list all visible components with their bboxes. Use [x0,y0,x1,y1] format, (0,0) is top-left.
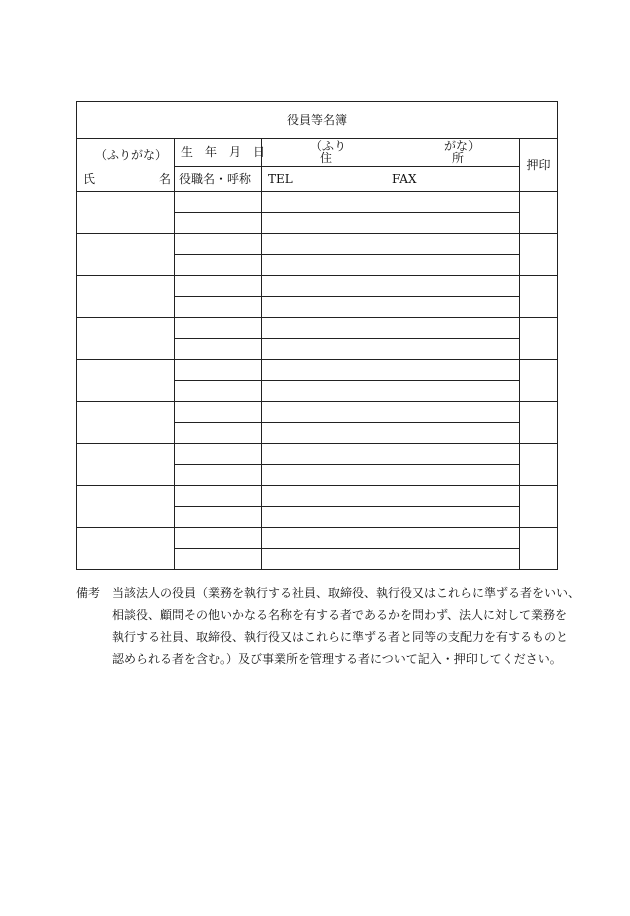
header-seal-cell: 押印 [520,139,558,192]
officer-entry-row [77,192,558,213]
birth-date-input-cell[interactable] [175,402,262,423]
birth-date-input-cell[interactable] [175,192,262,213]
officer-entry-row [77,486,558,507]
tel-fax-input-cell[interactable] [262,339,520,360]
address-input-cell[interactable] [262,276,520,297]
birth-date-input-cell[interactable] [175,360,262,381]
tel-fax-input-cell[interactable] [262,297,520,318]
remarks-body [112,582,581,670]
header-role-cell [175,166,262,191]
seal-input-cell[interactable] [520,318,558,360]
header-address-kana-right: がな） [444,139,481,153]
seal-input-cell[interactable] [520,444,558,486]
address-input-cell[interactable] [262,486,520,507]
birth-date-input-cell[interactable] [175,444,262,465]
officer-entry-row [77,528,558,549]
role-input-cell[interactable] [175,507,262,528]
address-input-cell[interactable] [262,528,520,549]
officer-entry-row [77,402,558,423]
tel-fax-input-cell[interactable] [262,549,520,570]
tel-fax-input-cell[interactable] [262,213,520,234]
tel-fax-input-cell[interactable] [262,255,520,276]
header-name-kana: （ふりがな） [95,148,168,162]
address-input-cell[interactable] [262,444,520,465]
birth-date-input-cell[interactable] [175,318,262,339]
header-tel: TEL [268,171,293,186]
birth-date-input-cell[interactable] [175,528,262,549]
header-name-left: 氏 [83,172,96,186]
role-input-cell[interactable] [175,381,262,402]
header-name-right: 名 [159,172,172,186]
seal-input-cell[interactable] [520,528,558,570]
seal-input-cell[interactable] [520,276,558,318]
tel-fax-input-cell[interactable] [262,465,520,486]
role-input-cell[interactable] [175,213,262,234]
seal-input-cell[interactable] [520,192,558,234]
header-address-kana-left: （ふり [310,139,347,153]
header-name-cell [77,139,175,192]
officer-entry-row [77,318,558,339]
header-role: 役職名・呼称 [179,171,252,186]
name-input-cell[interactable] [77,528,175,570]
name-input-cell[interactable] [77,402,175,444]
name-input-cell[interactable] [77,486,175,528]
birth-date-input-cell[interactable] [175,486,262,507]
officer-entry-row [77,276,558,297]
header-address-cell [262,139,520,167]
header-fax: FAX [392,171,417,186]
address-input-cell[interactable] [262,234,520,255]
address-input-cell[interactable] [262,360,520,381]
address-input-cell[interactable] [262,318,520,339]
role-input-cell[interactable] [175,423,262,444]
tel-fax-input-cell[interactable] [262,423,520,444]
officer-roster-table [76,101,558,570]
officer-entry-row [77,234,558,255]
role-input-cell[interactable] [175,549,262,570]
header-birth: 生 年 月 日 [181,145,266,159]
name-input-cell[interactable] [77,444,175,486]
header-address-left: 住 [320,151,333,165]
name-input-cell[interactable] [77,192,175,234]
tel-fax-input-cell[interactable] [262,381,520,402]
seal-input-cell[interactable] [520,402,558,444]
seal-input-cell[interactable] [520,486,558,528]
remarks-line: 認められる者を含む。）及び事業所を管理する者について記入・押印してください。 [112,652,562,666]
name-input-cell[interactable] [77,318,175,360]
header-address-right: 所 [452,151,465,165]
name-input-cell[interactable] [77,234,175,276]
address-input-cell[interactable] [262,192,520,213]
remarks-label: 備考 [76,586,101,600]
role-input-cell[interactable] [175,339,262,360]
name-input-cell[interactable] [77,276,175,318]
header-birth-cell [175,139,266,167]
seal-input-cell[interactable] [520,360,558,402]
birth-date-input-cell[interactable] [175,276,262,297]
address-input-cell[interactable] [262,402,520,423]
role-input-cell[interactable] [175,297,262,318]
role-input-cell[interactable] [175,255,262,276]
remarks-line: 当該法人の役員（業務を執行する社員、取締役、執行役又はこれらに準ずる者をいい、 [112,586,581,600]
table-title: 役員等名簿 [77,102,558,139]
role-input-cell[interactable] [175,465,262,486]
seal-input-cell[interactable] [520,234,558,276]
officer-entry-row [77,360,558,381]
remarks-line: 相談役、顧問その他いかなる名称を有する者であるかを問わず、法人に対して業務を [112,608,568,622]
officer-entry-row [77,444,558,465]
remarks-line: 執行する社員、取締役、執行役又はこれらに準ずる者と同等の支配力を有するものと [112,630,569,644]
tel-fax-input-cell[interactable] [262,507,520,528]
header-tel-fax-cell [262,166,520,191]
birth-date-input-cell[interactable] [175,234,262,255]
name-input-cell[interactable] [77,360,175,402]
